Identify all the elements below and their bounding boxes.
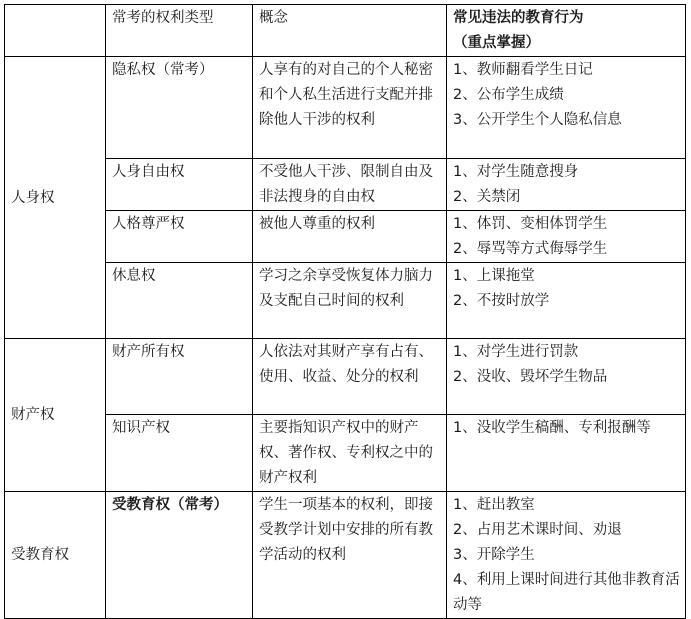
header-cell-right-type: 常考的权利类型	[106, 5, 253, 57]
table-row	[5, 415, 686, 492]
concept-cell: 学生一项基本的权利，即接受教学计划中安排的所有教学活动的权利	[253, 492, 447, 619]
header-behaviors-note: （重点掌握）	[453, 35, 540, 51]
behavior-item: 2、占用艺术课时间、劝退	[453, 522, 622, 538]
right-type-cell: 隐私权（常考）	[106, 57, 253, 159]
behavior-item: 2、关禁闭	[453, 189, 521, 205]
header-cell-illegal-behaviors	[447, 5, 686, 57]
concept-cell: 主要指知识产权中的财产权、著作权、专利权之中的财产权利	[253, 415, 447, 492]
behavior-item: 2、公布学生成绩	[453, 87, 564, 103]
behavior-item: 3、开除学生	[453, 547, 535, 563]
header-behaviors-title: 常见违法的教育行为	[453, 10, 584, 26]
right-type-cell: 财产所有权	[106, 339, 253, 415]
group-cell-personal-rights: 人身权	[5, 57, 106, 339]
concept-cell: 被他人尊重的权利	[253, 211, 447, 263]
behaviors-cell	[447, 339, 686, 415]
behavior-item: 2、没收、毁坏学生物品	[453, 369, 608, 385]
behaviors-cell	[447, 57, 686, 159]
behavior-item: 1、上课拖堂	[453, 268, 535, 284]
behavior-item: 1、对学生进行罚款	[453, 344, 579, 360]
behaviors-cell	[447, 492, 686, 619]
behavior-item: 2、不按时放学	[453, 293, 550, 309]
behavior-item: 1、体罚、变相体罚学生	[453, 216, 608, 232]
concept-cell: 不受他人干涉、限制自由及非法搜身的自由权	[253, 159, 447, 211]
right-type-cell: 人格尊严权	[106, 211, 253, 263]
right-type-cell: 知识产权	[106, 415, 253, 492]
header-cell-concept: 概念	[253, 5, 447, 57]
table-row	[5, 57, 686, 159]
behaviors-cell	[447, 263, 686, 339]
behaviors-cell	[447, 159, 686, 211]
right-type-cell: 受教育权（常考）	[106, 492, 253, 619]
concept-cell: 学习之余享受恢复体力脑力及支配自己时间的权利	[253, 263, 447, 339]
header-cell-category	[5, 5, 106, 57]
behaviors-cell	[447, 415, 686, 492]
behavior-item: 1、赶出教室	[453, 497, 535, 513]
behavior-item: 1、对学生随意搜身	[453, 164, 579, 180]
concept-cell: 人依法对其财产享有占有、使用、收益、处分的权利	[253, 339, 447, 415]
right-type-cell: 人身自由权	[106, 159, 253, 211]
behavior-item: 1、教师翻看学生日记	[453, 62, 593, 78]
group-cell-education-rights: 受教育权	[5, 492, 106, 619]
table-header-row	[5, 5, 686, 57]
behavior-item: 4、利用上课时间进行其他非教育活动等	[453, 572, 680, 613]
behaviors-cell	[447, 211, 686, 263]
concept-cell: 人享有的对自己的个人秘密和个人私生活进行支配并排除他人干涉的权利	[253, 57, 447, 159]
behavior-item: 2、辱骂等方式侮辱学生	[453, 241, 608, 257]
table-row	[5, 339, 686, 415]
table-row	[5, 159, 686, 211]
behavior-item: 3、公开学生个人隐私信息	[453, 112, 622, 128]
rights-table	[4, 4, 686, 619]
right-type-cell: 休息权	[106, 263, 253, 339]
table-row	[5, 211, 686, 263]
table-row	[5, 263, 686, 339]
table-row	[5, 492, 686, 619]
group-cell-property-rights: 财产权	[5, 339, 106, 492]
behavior-item: 1、没收学生稿酬、专利报酬等	[453, 420, 651, 436]
